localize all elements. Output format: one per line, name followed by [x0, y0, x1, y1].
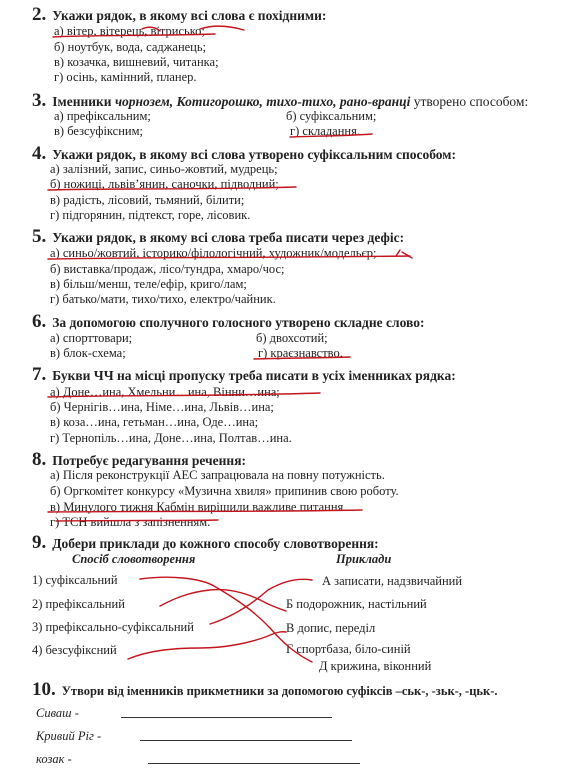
q10-number: 10. — [32, 679, 56, 700]
q2-option-a: а) вітер, вітерець, вітрисько; — [54, 24, 205, 38]
q5-number: 5. — [32, 226, 47, 247]
q6-option-a: а) спорттовари; — [50, 331, 133, 345]
q5-option-a: а) синьо/жовтий, історико/філологічний, художник/модельєр; — [50, 246, 377, 260]
q2-option-b: б) ноутбук, вода, саджанець; — [54, 40, 207, 54]
q7-text: Букви ЧЧ на місці пропуску треба писати в усіх іменниках рядка: — [52, 368, 456, 383]
q7-number: 7. — [32, 364, 47, 385]
q10-title — [32, 679, 498, 701]
q9-header-right: Приклади — [336, 552, 392, 566]
q8-option-b: б) Оргкомітет конкурсу «Музична хвиля» припинив свою роботу. — [50, 484, 399, 498]
q5-text: Укажи рядок, в якому всі слова треба писати через дефіс: — [52, 230, 405, 245]
q9-left-4: 4) безсуфіксний — [32, 643, 117, 657]
q9-line-2 — [160, 590, 286, 611]
q8-number: 8. — [32, 449, 47, 470]
q7-title — [32, 364, 456, 386]
q3-option-a: а) префіксальним; — [54, 109, 151, 123]
q6-option-d: г) краєзнавство. — [258, 346, 343, 360]
q2-title — [32, 4, 326, 26]
q9-title — [32, 532, 379, 554]
q10-blank-2[interactable] — [140, 740, 352, 741]
q7-option-d: г) Тернопіль…ина, Доне…ина, Полтав…ина. — [50, 431, 292, 445]
q3-text: Іменники чорнозем, Котигорошко, тихо-тихо, рано-вранці утворено способом: — [52, 94, 529, 109]
q3-option-b: б) суфіксальним; — [286, 109, 377, 123]
q2-number: 2. — [32, 4, 47, 25]
q10-item-1: Сиваш - — [36, 706, 79, 720]
q2-option-d: г) осінь, камінний, планер. — [54, 70, 197, 84]
q4-text: Укажи рядок, в якому всі слова утворено суфіксальним способом: — [52, 147, 456, 162]
q5-option-c: в) більш/менш, теле/ефір, криго/лам; — [50, 277, 247, 291]
q9-number: 9. — [32, 532, 47, 553]
q5-option-b: б) виставка/продаж, лісо/тундра, хмаро/чос; — [50, 262, 285, 276]
q8-text: Потребує редагування речення: — [52, 453, 246, 468]
q9-right-a: А записати, надзвичайний — [322, 574, 463, 588]
q9-left-3: 3) префіксально-суфіксальний — [32, 620, 194, 634]
q9-header-left: Спосіб словотворення — [72, 552, 196, 566]
q4-number: 4. — [32, 143, 47, 164]
q9-text: Добери приклади до кожного способу словотворення: — [52, 536, 379, 551]
q6-text: За допомогою сполучного голосного утворено складне слово: — [52, 315, 425, 330]
q10-text: Утвори від іменників прикметники за допомогою суфіксів –ськ-, -зьк-, -цьк-. — [61, 684, 498, 698]
q10-blank-1[interactable] — [121, 717, 332, 718]
q6-option-c: в) блок-схема; — [50, 346, 126, 360]
q8-option-a: а) Після реконструкції АЕС запрацювала на повну потужність. — [50, 468, 385, 482]
q9-left-2: 2) префіксальний — [32, 597, 125, 611]
q9-left-1: 1) суфіксальний — [32, 573, 118, 587]
q8-option-c: в) Минулого тижня Кабмін вирішили важливе питання. — [50, 500, 347, 514]
q9-right-e: Д крижина, віконний — [319, 659, 432, 673]
q6-option-b: б) двохсотий; — [256, 331, 328, 345]
q5-option-d: г) батько/мати, тихо/тихо, електро/чайник. — [50, 292, 276, 306]
q10-item-3: козак - — [36, 752, 72, 766]
q4-option-a: а) залізний, запис, синьо-жовтий, мудрець; — [50, 162, 278, 176]
q5-slashes — [396, 250, 412, 258]
q4-option-b: б) ножиці, львів’янин, саночки, підводний; — [50, 177, 279, 191]
q4-option-d: г) підгорянин, підтекст, горе, лісовик. — [50, 208, 251, 222]
q10-item-2: Кривий Ріг - — [36, 729, 102, 743]
q9-right-c: В допис, переділ — [286, 621, 376, 635]
q2-option-c: в) козачка, вишневий, читанка; — [54, 55, 219, 69]
q9-right-d: Г спортбаза, біло-синій — [286, 642, 411, 656]
q10-blank-3[interactable] — [148, 763, 360, 764]
q7-option-a: а) Доне…ина, Хмельни…ина, Вінни…ина; — [50, 385, 280, 399]
q6-title — [32, 311, 424, 333]
q5-title — [32, 226, 404, 248]
q4-option-c: в) радість, лісовий, тьмяний, білити; — [50, 193, 245, 207]
q2-text: Укажи рядок, в якому всі слова є похідними: — [52, 8, 327, 23]
q9-right-b: Б подорожник, настільний — [286, 597, 427, 611]
q3-option-c: в) безсуфіксним; — [54, 124, 143, 138]
q3-option-d: г) складання. — [290, 124, 360, 138]
q6-number: 6. — [32, 311, 47, 332]
q8-option-d: г) ТСН вийшла з запізненням. — [50, 515, 211, 529]
q7-option-c: в) коза…ина, гетьман…ина, Оде…ина; — [50, 415, 259, 429]
q9-line-4 — [128, 632, 286, 659]
q7-option-b: б) Чернігів…ина, Німе…ина, Львів…ина; — [50, 400, 274, 414]
q3-number: 3. — [32, 90, 47, 111]
